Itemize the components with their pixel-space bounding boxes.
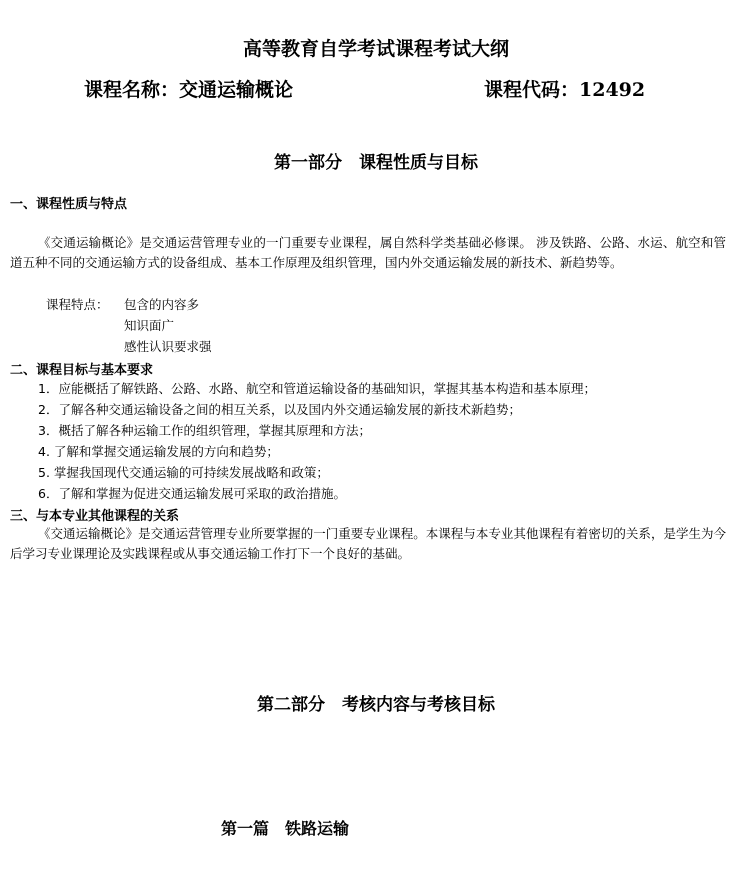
goal-item: 2．了解各种交通运输设备之间的相互关系，以及国内外交通运输发展的新技术新趋势； <box>38 402 521 417</box>
section3-paragraph: 《交通运输概论》是交通运营管理专业所要掌握的一门重要专业课程。本课程与本专业其他课程有着密切的关系，是学生为今后学习专业课理论及实践课程或从事交通运输工作打下一个良好的基础。 <box>10 526 726 561</box>
goal-item: 5. 掌握我国现代交通运输的可持续发展战略和政策； <box>38 465 329 480</box>
feature-item: 包含的内容多 <box>124 297 200 312</box>
chapter-heading: 第一篇 铁路运输 <box>221 819 350 838</box>
feature-item: 知识面广 <box>124 318 175 333</box>
goal-item: 4. 了解和掌握交通运输发展的方向和趋势； <box>38 444 279 459</box>
goal-item: 1．应能概括了解铁路、公路、水路、航空和管道运输设备的基础知识，掌握其基本构造和基本原理； <box>38 381 596 396</box>
part1-heading: 第一部分 课程性质与目标 <box>274 153 478 173</box>
features-label: 课程特点： <box>46 297 109 312</box>
goal-item: 3．概括了解各种运输工作的组织管理，掌握其原理和方法； <box>38 423 371 438</box>
feature-item: 感性认识要求强 <box>124 339 212 354</box>
section1-heading: 一、课程性质与特点 <box>10 197 128 212</box>
goal-item: 6．了解和掌握为促进交通运输发展可采取的政治措施。 <box>38 486 346 501</box>
part2-heading: 第二部分 考核内容与考核目标 <box>257 695 495 715</box>
section3-heading: 三、与本专业其他课程的关系 <box>10 509 180 524</box>
document-title: 高等教育自学考试课程考试大纲 <box>242 38 509 60</box>
section1-paragraph: 《交通运输概论》是交通运营管理专业的一门重要专业课程，属自然科学类基础必修课。 涉及铁路、公路、水运、航空和管道五种不同的交通运输方式的设备组成、基本工作原理及组织管理，国内外交通运输发展的新技术、新趋势等。 <box>10 235 726 270</box>
section2-heading: 二、课程目标与基本要求 <box>10 363 154 378</box>
course-name: 课程名称：交通运输概论 <box>84 79 294 101</box>
course-code: 课程代码：12492 <box>484 79 646 101</box>
